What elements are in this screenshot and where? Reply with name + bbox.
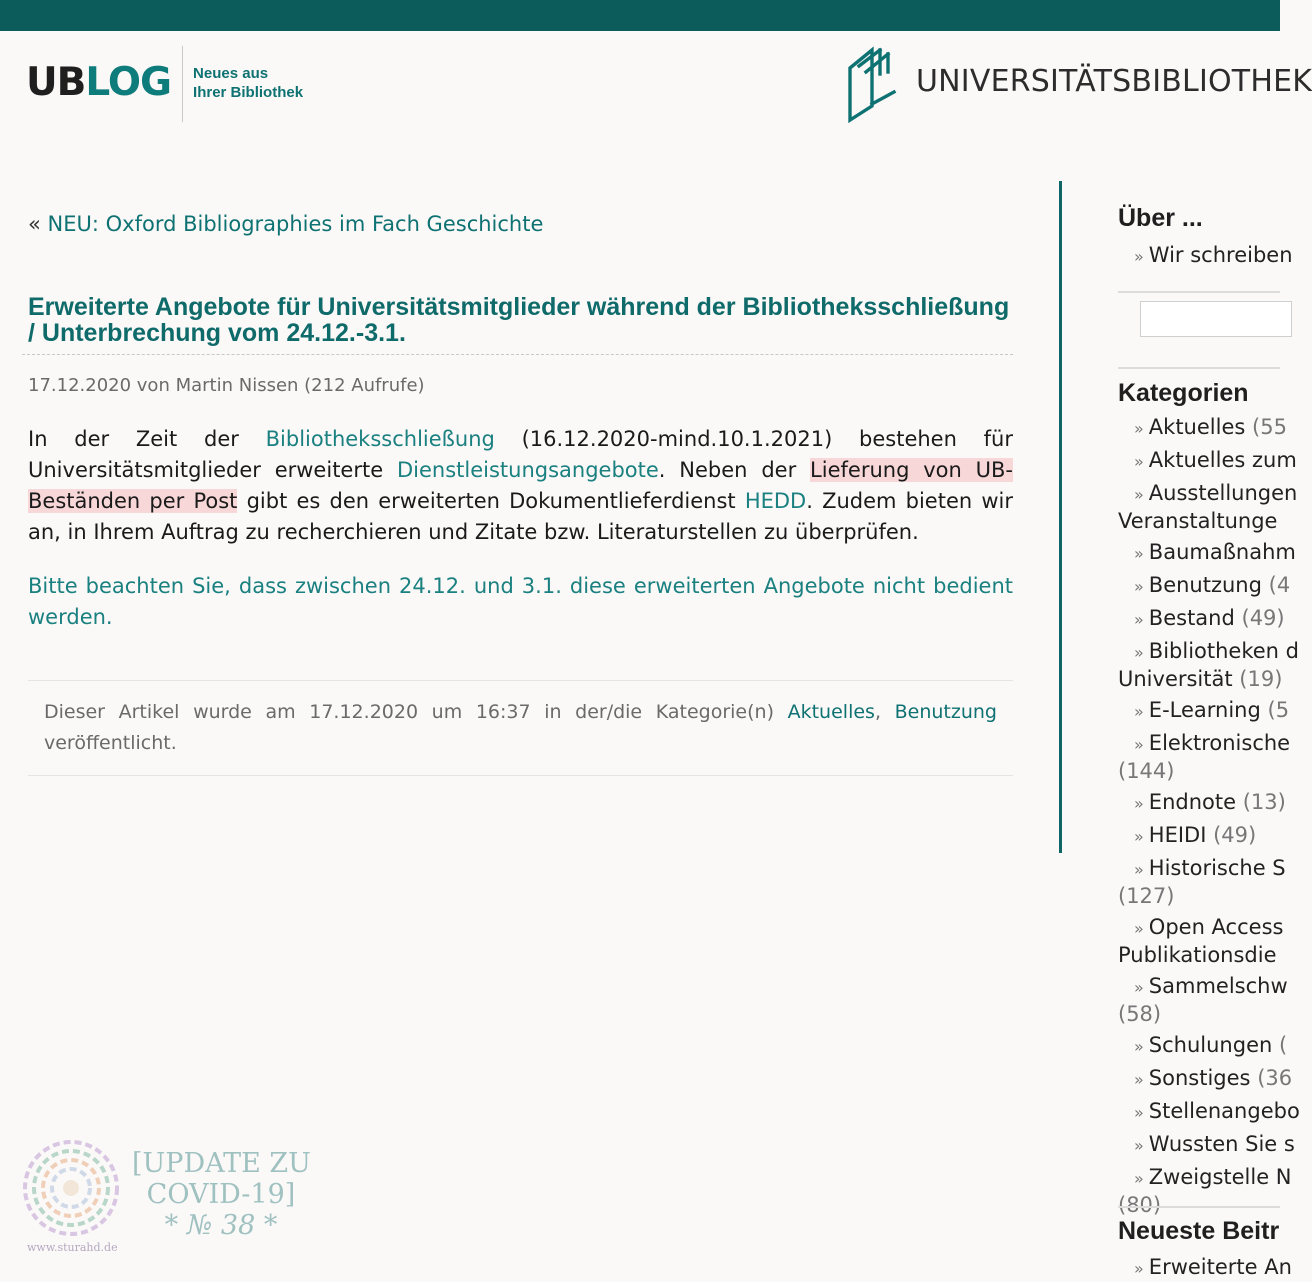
category-count: (55 bbox=[1252, 415, 1287, 439]
category-item[interactable] bbox=[1118, 730, 1294, 784]
bullet: » bbox=[1134, 610, 1144, 629]
post-meta: 17.12.2020 von Martin Nissen (212 Aufrufe) bbox=[28, 375, 425, 396]
bullet: » bbox=[1134, 735, 1144, 754]
bullet: » bbox=[1134, 485, 1144, 504]
bullet: » bbox=[1134, 794, 1144, 813]
hedd-link[interactable]: HEDD bbox=[744, 489, 807, 513]
category-label[interactable]: Baumaßnahm bbox=[1148, 540, 1296, 564]
newest-post-item[interactable]: » Erweiterte An bbox=[1134, 1255, 1292, 1279]
sidebar-separator bbox=[1118, 1206, 1280, 1208]
bullet: » bbox=[1134, 643, 1144, 662]
bullet: » bbox=[1134, 827, 1144, 846]
highlighted-text: Lieferung von UB-Beständen per Post bbox=[28, 458, 1013, 513]
category-item[interactable] bbox=[1118, 480, 1298, 534]
category-item[interactable] bbox=[1118, 638, 1299, 692]
category-count: (4 bbox=[1268, 573, 1291, 597]
bullet: » bbox=[1134, 1136, 1144, 1155]
category-label[interactable]: Ausstellungen bbox=[1148, 481, 1298, 505]
dienstleistungsangebote-link[interactable]: Dienstleistungsangebote bbox=[396, 458, 659, 482]
title-divider bbox=[22, 354, 1013, 355]
category-item[interactable] bbox=[1134, 697, 1294, 725]
category-label-continued bbox=[1118, 759, 1174, 783]
category-link-aktuelles[interactable]: Aktuelles bbox=[787, 701, 875, 723]
category-count: (144) bbox=[1118, 759, 1175, 783]
covid-update-watermark: [UPDATE ZU COVID-19] * № 38 * bbox=[132, 1148, 311, 1241]
post-paragraph-1: In der Zeit der Bibliotheksschließung (16.12.2020-mind.10.1.2021) bestehen für Universitätsmitglieder erweiterte Dienstleistungsangebote. Neben der Lieferung von UB-Beständen per Post gibt es den erweiterten Dokumentlieferdienst HEDD. Zudem bieten wir an, in Ihrem Auftrag zu recherchieren und Zitate bzw. Literaturstellen zu überprüfen. bbox=[28, 427, 1013, 544]
category-item[interactable] bbox=[1118, 855, 1294, 909]
category-label[interactable]: Wussten Sie s bbox=[1148, 1132, 1295, 1156]
category-count: (13) bbox=[1242, 790, 1286, 814]
university-library-logo-icon[interactable] bbox=[846, 46, 902, 122]
category-item[interactable] bbox=[1134, 1065, 1294, 1093]
category-label[interactable]: Endnote bbox=[1148, 790, 1237, 814]
category-label[interactable]: Benutzung bbox=[1148, 573, 1262, 597]
category-item[interactable] bbox=[1134, 789, 1294, 817]
category-label-continued bbox=[1118, 1193, 1161, 1217]
ublog-tagline: Neues aus Ihrer Bibliothek bbox=[193, 65, 304, 101]
category-label[interactable]: Sammelschw bbox=[1148, 974, 1288, 998]
top-bar bbox=[0, 0, 1280, 31]
category-item[interactable] bbox=[1134, 539, 1294, 567]
category-item[interactable] bbox=[1118, 1164, 1294, 1218]
category-label[interactable]: Elektronische bbox=[1148, 731, 1291, 755]
category-item[interactable] bbox=[1134, 572, 1294, 600]
bullet: » bbox=[1134, 1037, 1144, 1056]
about-heading: Über ... bbox=[1118, 204, 1203, 232]
category-item[interactable] bbox=[1134, 1098, 1300, 1126]
bullet: » bbox=[1134, 1070, 1144, 1089]
category-count: ( bbox=[1279, 1033, 1288, 1057]
bullet: » bbox=[1134, 452, 1144, 471]
sidebar-separator bbox=[1118, 367, 1280, 369]
categories-heading: Kategorien bbox=[1118, 379, 1249, 407]
sidebar-separator bbox=[1118, 291, 1280, 293]
university-library-title[interactable]: UNIVERSITÄTSBIBLIOTHEK bbox=[916, 64, 1312, 99]
post-footer-text: Dieser Artikel wurde am 17.12.2020 um 16:37 in der/die Kategorie(n) Aktuelles, Benutzung veröffentlicht. bbox=[44, 701, 997, 754]
category-label[interactable]: Historische S bbox=[1148, 856, 1286, 880]
header-divider bbox=[182, 46, 183, 122]
category-label-continued: Universität (19) bbox=[1118, 667, 1283, 691]
previous-post-link[interactable]: NEU: Oxford Bibliographies im Fach Geschichte bbox=[47, 212, 544, 236]
newest-posts-heading: Neueste Beitr bbox=[1118, 1217, 1280, 1245]
category-label-continued: Publikationsdie bbox=[1118, 943, 1277, 967]
bibliotheksschliessung-link[interactable]: Bibliotheksschließung bbox=[265, 427, 495, 451]
category-item[interactable] bbox=[1118, 914, 1294, 968]
bullet: » bbox=[1134, 544, 1144, 563]
bullet: » bbox=[1134, 1169, 1144, 1188]
bullet: » bbox=[1134, 978, 1144, 997]
category-item[interactable] bbox=[1134, 1131, 1294, 1159]
category-label[interactable]: Stellenangebo bbox=[1148, 1099, 1300, 1123]
ublog-logo-link[interactable] bbox=[26, 58, 303, 122]
category-label[interactable]: HEIDI bbox=[1148, 823, 1207, 847]
bullet: » bbox=[1134, 419, 1144, 438]
category-count: (49) bbox=[1241, 606, 1285, 630]
category-item[interactable] bbox=[1118, 973, 1294, 1027]
search-input[interactable] bbox=[1140, 301, 1292, 337]
bullet: » bbox=[1134, 860, 1144, 879]
categories-list bbox=[1118, 414, 1300, 1223]
bullet: » bbox=[1134, 577, 1144, 596]
category-count: (49) bbox=[1213, 823, 1257, 847]
about-item[interactable]: » Wir schreiben bbox=[1134, 243, 1293, 267]
post-footer bbox=[28, 680, 1013, 776]
sturahd-seal-icon bbox=[20, 1137, 122, 1239]
category-count: (5 bbox=[1267, 698, 1290, 722]
post-title[interactable]: Erweiterte Angebote für Universitätsmitglieder während der Bibliotheksschließung / Unterbrechung vom 24.12.-3.1. bbox=[28, 293, 1010, 347]
previous-post-nav bbox=[28, 212, 543, 236]
post-paragraph-2: Bitte beachten Sie, dass zwischen 24.12. und 3.1. diese erweiterten Angebote nicht bedient werden. bbox=[28, 574, 1013, 629]
category-label[interactable]: Schulungen bbox=[1148, 1033, 1273, 1057]
sidebar-divider bbox=[1059, 181, 1062, 853]
category-item[interactable] bbox=[1134, 605, 1294, 633]
category-label[interactable]: E-Learning bbox=[1148, 698, 1261, 722]
category-label[interactable]: Aktuelles zum bbox=[1148, 448, 1297, 472]
category-item[interactable] bbox=[1134, 1032, 1294, 1060]
prev-arrow: « bbox=[28, 212, 41, 236]
bullet: » bbox=[1134, 702, 1144, 721]
bullet: » bbox=[1134, 1103, 1144, 1122]
bullet: » bbox=[1134, 919, 1144, 938]
category-link-benutzung[interactable]: Benutzung bbox=[894, 701, 997, 723]
category-label-continued: Veranstaltunge bbox=[1118, 509, 1278, 533]
category-label[interactable]: Sonstiges bbox=[1148, 1066, 1251, 1090]
category-count: (80) bbox=[1118, 1193, 1162, 1217]
category-label-continued bbox=[1118, 1002, 1161, 1026]
ublog-wordmark: UBLOG bbox=[26, 60, 172, 105]
category-count: (36 bbox=[1257, 1066, 1293, 1090]
category-item[interactable] bbox=[1134, 447, 1297, 475]
category-count: (58) bbox=[1118, 1002, 1162, 1026]
category-count: (19) bbox=[1239, 667, 1283, 691]
category-label[interactable]: Aktuelles bbox=[1148, 415, 1246, 439]
category-label[interactable]: Open Access bbox=[1148, 915, 1284, 939]
category-count: (127) bbox=[1118, 884, 1175, 908]
category-item[interactable] bbox=[1134, 414, 1294, 442]
category-item[interactable] bbox=[1134, 822, 1294, 850]
category-label[interactable]: Bestand bbox=[1148, 606, 1235, 630]
category-label-continued bbox=[1118, 884, 1174, 908]
watermark-url: www.sturahd.de bbox=[27, 1241, 118, 1254]
category-label[interactable]: Zweigstelle N bbox=[1148, 1165, 1292, 1189]
category-label[interactable]: Bibliotheken d bbox=[1148, 639, 1299, 663]
